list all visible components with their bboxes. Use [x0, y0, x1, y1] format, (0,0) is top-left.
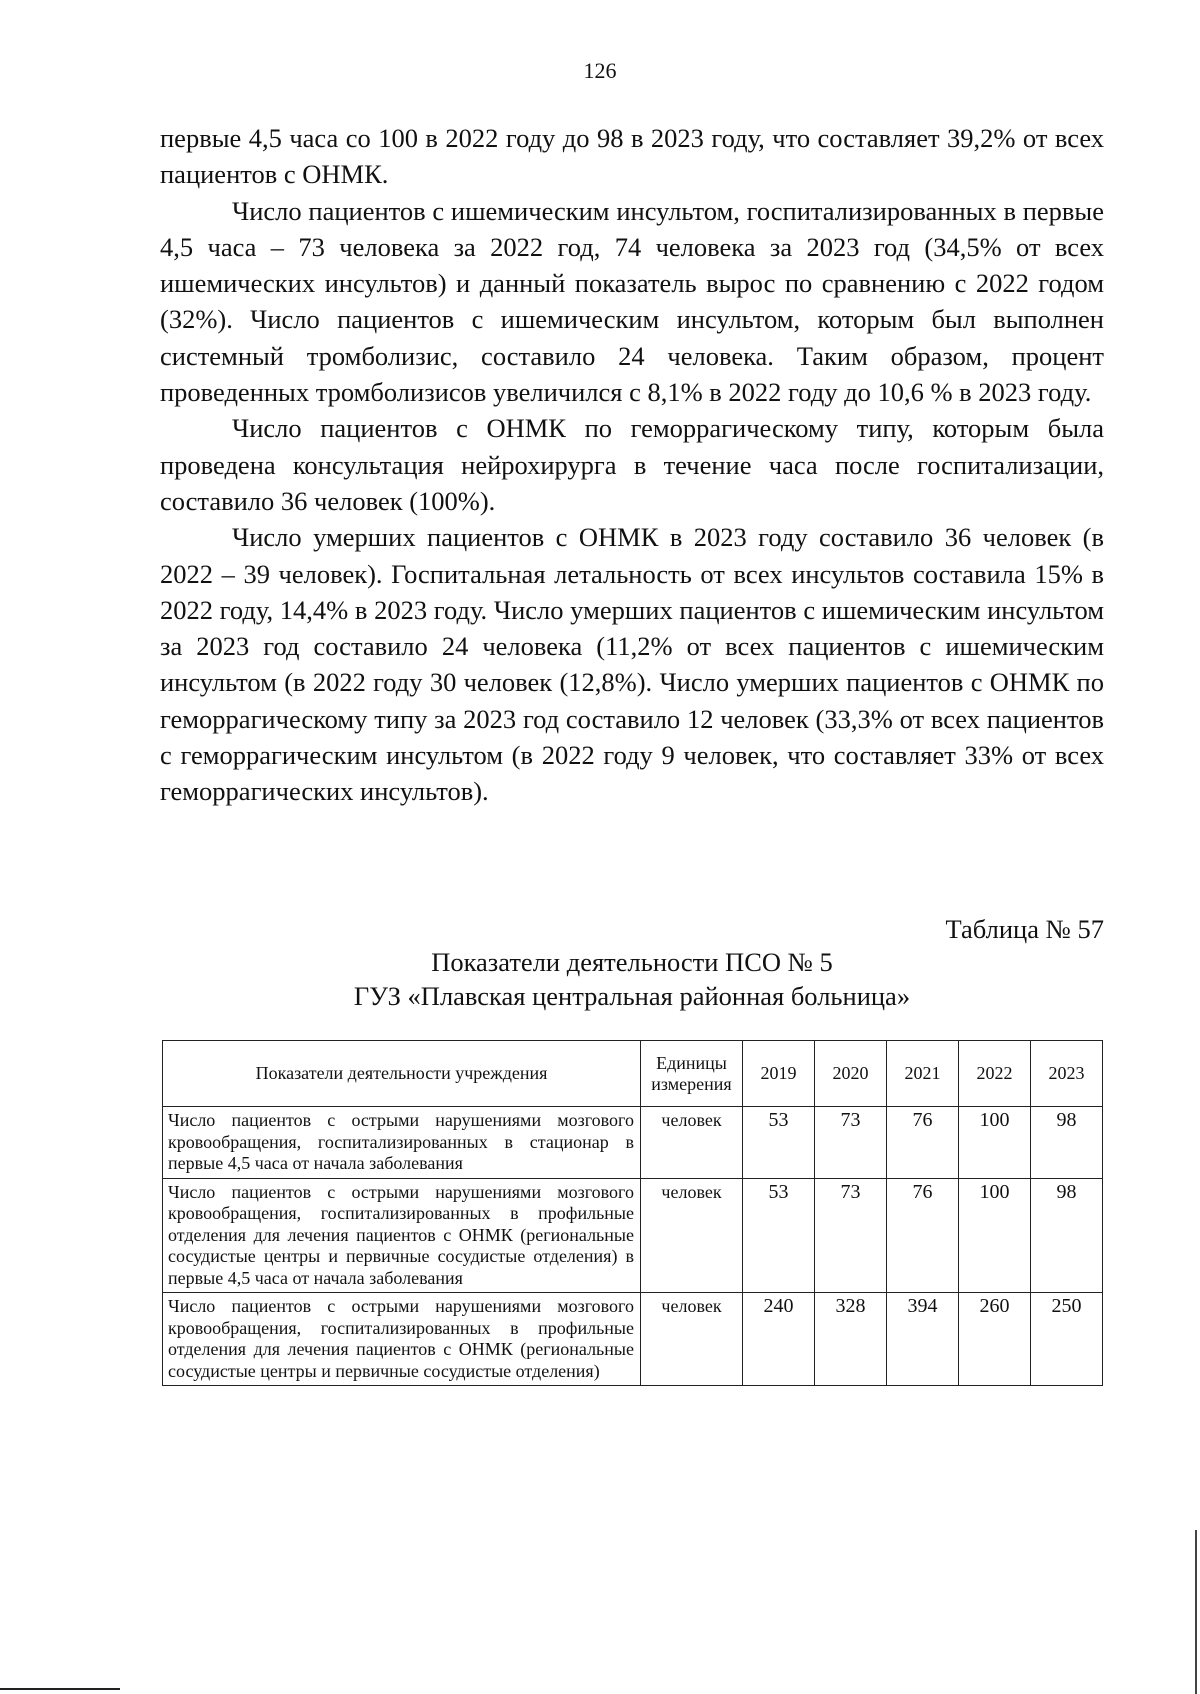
- header-year: 2023: [1031, 1041, 1103, 1107]
- row-unit: человек: [641, 1178, 743, 1293]
- table-row: [163, 1178, 1103, 1293]
- paragraph: первые 4,5 часа со 100 в 2022 году до 98 в 2023 году, что составляет 39,2% от всех пациентов с ОНМК.: [160, 123, 1104, 190]
- table-row: [163, 1107, 1103, 1179]
- row-value: 76: [887, 1107, 959, 1179]
- row-unit: человек: [641, 1293, 743, 1386]
- header-year: 2019: [743, 1041, 815, 1107]
- row-value: 100: [959, 1178, 1031, 1293]
- row-value: 240: [743, 1293, 815, 1386]
- header-indicator: Показатели деятельности учреждения: [163, 1041, 641, 1107]
- header-year: 2021: [887, 1041, 959, 1107]
- row-value: 250: [1031, 1293, 1103, 1386]
- scan-edge-line: [1195, 1530, 1197, 1694]
- table-header-row: [163, 1041, 1103, 1107]
- table-title-line: ГУЗ «Плавская центральная районная больница»: [353, 981, 911, 1011]
- header-year: 2020: [815, 1041, 887, 1107]
- table-label: Таблица № 57: [945, 914, 1104, 944]
- table-row: [163, 1293, 1103, 1386]
- row-value: 100: [959, 1107, 1031, 1179]
- row-value: 98: [1031, 1107, 1103, 1179]
- row-value: 260: [959, 1293, 1031, 1386]
- header-year: 2022: [959, 1041, 1031, 1107]
- row-indicator: Число пациентов с острыми нарушениями мозгового кровообращения, госпитализированных в профильные отделения для лечения пациентов с ОНМК (региональные сосудистые центры и первичные сосудистые отделения) в первые 4,5 часа от начала заболевания: [163, 1178, 641, 1293]
- row-value: 73: [815, 1107, 887, 1179]
- header-unit: Единицы измерения: [641, 1041, 743, 1107]
- indicators-table: [162, 1040, 1103, 1386]
- row-value: 328: [815, 1293, 887, 1386]
- row-value: 53: [743, 1178, 815, 1293]
- row-value: 394: [887, 1293, 959, 1386]
- row-value: 73: [815, 1178, 887, 1293]
- paragraph: Число пациентов с ишемическим инсультом, госпитализированных в первые 4,5 часа – 73 человека за 2022 год, 74 человека за 2023 год (34,5% от всех ишемических инсультов) и данный показатель вырос по сравнению с 2022 годом (32%). Число пациентов с ишемическим инсультом, которым был выполнен системный тромболизис, составило 24 человека. Таким образом, процент проведенных тромболизисов увеличился с 8,1% в 2022 году до 10,6 % в 2023 году.: [160, 195, 1104, 408]
- row-value: 76: [887, 1178, 959, 1293]
- row-unit: человек: [641, 1107, 743, 1179]
- row-value: 98: [1031, 1178, 1103, 1293]
- page-number: 126: [583, 58, 617, 83]
- body-text: [160, 120, 1104, 810]
- row-value: 53: [743, 1107, 815, 1179]
- row-indicator: Число пациентов с острыми нарушениями мозгового кровообращения, госпитализированных в стационар в первые 4,5 часа от начала заболевания: [163, 1107, 641, 1179]
- paragraph: Число умерших пациентов с ОНМК в 2023 году составило 36 человек (в 2022 – 39 человек). Госпитальная летальность от всех инсультов составила 15% в 2022 году, 14,4% в 2023 году. Число умерших пациентов с ишемическим инсультом за 2023 год составило 24 человека (11,2% от всех пациентов с ишемическим инсультом (в 2022 году 30 человек (12,8%). Число умерших пациентов с ОНМК по геморрагическому типу за 2023 год составило 12 человек (33,3% от всех пациентов с геморрагическим инсультом (в 2022 году 9 человек, что составляет 33% от всех геморрагических инсультов).: [160, 522, 1104, 807]
- table-title-line: Показатели деятельности ПСО № 5: [431, 947, 833, 977]
- row-indicator: Число пациентов с острыми нарушениями мозгового кровообращения, госпитализированных в профильные отделения для лечения пациентов с ОНМК (региональные сосудистые центры и первичные сосудистые отделения): [163, 1293, 641, 1386]
- paragraph: Число пациентов с ОНМК по геморрагическому типу, которым была проведена консультация нейрохирурга в течение часа после госпитализации, составило 36 человек (100%).: [160, 413, 1104, 516]
- footnote-rule: [0, 1688, 120, 1690]
- table-title: [160, 945, 1104, 1013]
